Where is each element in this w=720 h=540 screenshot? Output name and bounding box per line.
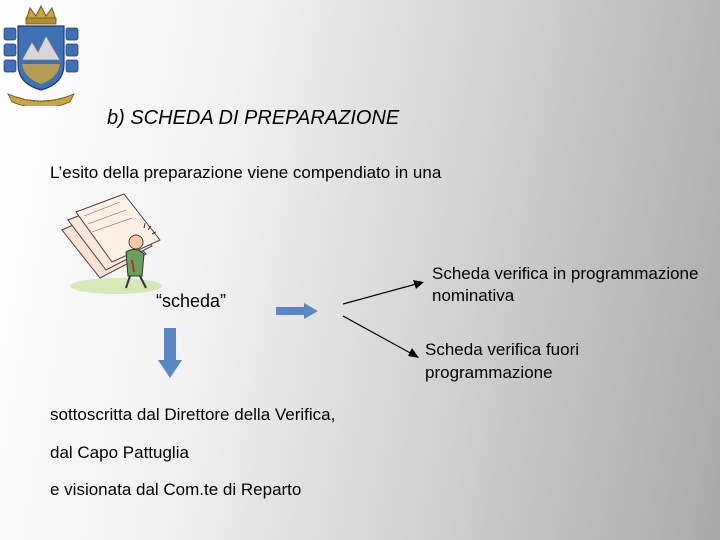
signature-line-commander: e visionata dal Com.te di Reparto xyxy=(50,480,302,499)
slide-title: b) SCHEDA DI PREPARAZIONE xyxy=(107,107,400,129)
branch-arrow-down-icon xyxy=(343,316,419,358)
arrow-right-icon xyxy=(276,303,318,319)
arrow-down-icon xyxy=(158,328,182,378)
coat-of-arms-icon xyxy=(2,2,80,106)
scheda-label: “scheda” xyxy=(156,291,227,311)
paper-stack-figure-icon xyxy=(54,190,174,300)
outcome-programmed: Scheda verifica in programmazione nominativa xyxy=(432,264,699,305)
outcome-unprogrammed: Scheda verifica fuori programmazione xyxy=(425,340,580,382)
signature-line-director: sottoscritta dal Direttore della Verifica, xyxy=(50,405,336,424)
intro-text: L’esito della preparazione viene compendiato in una xyxy=(50,163,442,182)
signature-line-patrol-chief: dal Capo Pattuglia xyxy=(50,443,189,462)
branch-arrow-up-icon xyxy=(343,280,424,304)
